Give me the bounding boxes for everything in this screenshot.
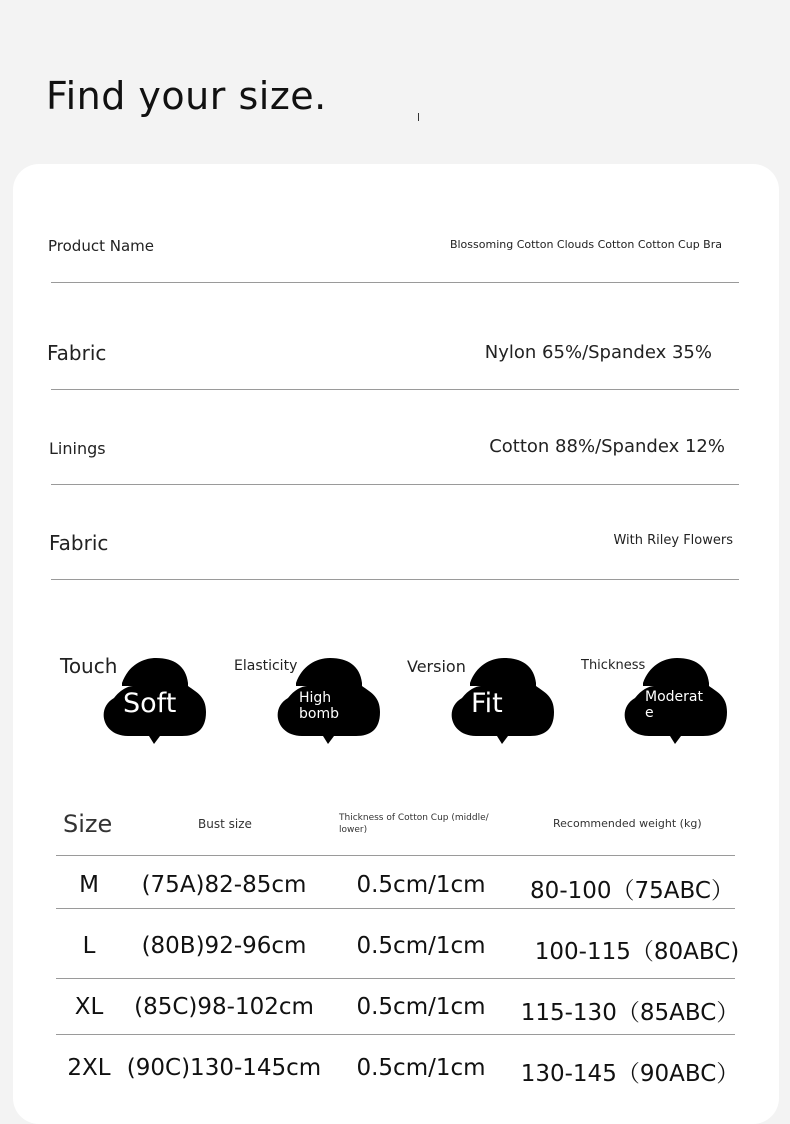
size-cell: L	[82, 933, 96, 959]
touch-value: Soft	[123, 688, 177, 719]
elasticity-badge	[274, 658, 384, 748]
weight-cell: 130-145（90ABC）	[520, 1061, 740, 1087]
bust-cell: (90C)130-145cm	[126, 1055, 322, 1081]
linings-label: Linings	[49, 439, 106, 458]
size-card	[13, 164, 779, 1124]
weight-cell: 80-100（75ABC）	[530, 878, 734, 904]
version-badge	[448, 658, 558, 748]
thickness-badge	[621, 658, 731, 748]
table-divider	[56, 1034, 735, 1035]
product-name-value: Blossoming Cotton Clouds Cotton Cotton Cup Bra	[449, 238, 722, 251]
divider	[51, 282, 739, 283]
size-cell: XL	[74, 994, 104, 1020]
touch-badge	[100, 658, 210, 748]
version-value: Fit	[471, 688, 503, 719]
thickness-cell: 0.5cm/1cm	[356, 933, 486, 959]
bust-cell: (80B)92-96cm	[141, 933, 307, 959]
fabric-label: Fabric	[47, 341, 107, 365]
touch-label: Touch	[60, 654, 118, 678]
divider	[51, 484, 739, 485]
size-header: Size	[63, 810, 113, 838]
weight-cell: 100-115（80ABC)	[534, 939, 740, 965]
divider	[51, 579, 739, 580]
cup-thickness-header: Thickness of Cotton Cup (middle/ lower)	[339, 813, 489, 835]
thickness-cell: 0.5cm/1cm	[356, 872, 486, 898]
fabric-feature-label: Fabric	[49, 531, 109, 555]
fabric-value: Nylon 65%/Spandex 35%	[484, 342, 712, 363]
thickness-cell: 0.5cm/1cm	[356, 1055, 486, 1081]
table-divider	[56, 978, 735, 979]
elasticity-value: High bomb	[299, 690, 339, 722]
page-title: Find your size.	[46, 74, 327, 118]
bust-cell: (75A)82-85cm	[141, 872, 307, 898]
thickness-label: Thickness	[581, 658, 646, 673]
weight-cell: 115-130（85ABC）	[520, 1000, 740, 1026]
bust-cell: (85C)98-102cm	[134, 994, 314, 1020]
divider	[51, 389, 739, 390]
thickness-cell: 0.5cm/1cm	[356, 994, 486, 1020]
cloud-icon	[448, 658, 558, 748]
decorative-tick	[418, 113, 419, 121]
bust-size-header: Bust size	[198, 817, 252, 831]
table-divider	[56, 855, 735, 856]
version-label: Version	[407, 657, 466, 676]
product-name-label: Product Name	[48, 237, 154, 255]
linings-value: Cotton 88%/Spandex 12%	[489, 436, 725, 457]
size-cell: 2XL	[67, 1055, 111, 1081]
fabric-feature-value: With Riley Flowers	[613, 533, 733, 548]
weight-header: Recommended weight (kg)	[553, 817, 702, 830]
thickness-value: Moderate	[645, 689, 703, 721]
table-divider	[56, 908, 735, 909]
elasticity-label: Elasticity	[234, 658, 298, 674]
size-cell: M	[79, 872, 99, 898]
